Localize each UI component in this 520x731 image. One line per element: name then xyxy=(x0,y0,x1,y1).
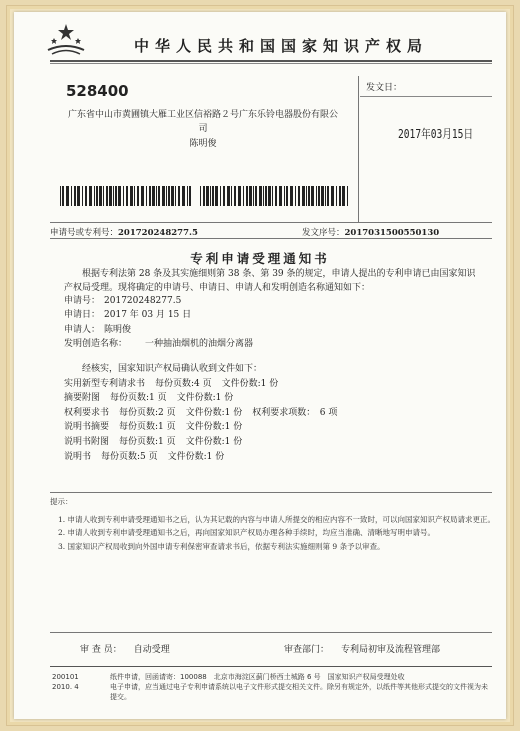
header-rule-thin xyxy=(50,63,492,64)
footer-note: 纸件申请，回函请寄：100088 北京市海淀区蓟门桥西土城路 6 号 国家知识产权局受理处收 xyxy=(110,673,405,681)
notice-intro: 根据专利法第 28 条及其实施细则第 38 条、第 39 条的规定，申请人提出的专利申请已由国家知识产权局受理。现将确定的申请号、申请日、申请人和发明创造名称通知如下： xyxy=(64,269,476,293)
reviewer-label: 审 查 员： xyxy=(80,645,122,655)
department-name: 专利局初审及流程管理部 xyxy=(341,645,441,655)
info-rule-bottom xyxy=(50,238,492,239)
document-number-line xyxy=(302,226,439,238)
tips-rule xyxy=(50,492,492,493)
field-invention xyxy=(64,337,253,351)
document-row: 摘要附图 每份页数:1 页 文件份数:1 份 xyxy=(64,393,234,404)
tip-item: 3. 国家知识产权局收到向外国申请专利保密审查请求书后，依据专利法实施细则第 9 条予以审查。 xyxy=(58,541,385,551)
footer-notes xyxy=(110,672,490,702)
cnipa-emblem-icon xyxy=(44,20,88,56)
date-box-divider xyxy=(358,76,359,222)
department-line xyxy=(284,642,440,655)
footer-note: 电子申请，应当通过电子专利申请系统以电子文件形式提交相关文件。除另有规定外，以纸件等其他形式提交的文件视为未提交。 xyxy=(110,683,488,701)
field-label: 申请人： xyxy=(64,324,101,335)
field-value: 2017 年 03 月 15 日 xyxy=(104,310,192,321)
received-documents xyxy=(64,362,337,464)
field-app-date xyxy=(64,308,253,322)
office-title: 中华人民共和国国家知识产权局 xyxy=(134,37,429,55)
review-rule xyxy=(50,632,492,633)
reviewer-line xyxy=(80,642,170,655)
field-value: 一种抽油烟机的油烟分离器 xyxy=(145,339,254,350)
document-row: 说明书附图 每份页数:1 页 文件份数:1 份 xyxy=(64,436,243,447)
issue-date-label: 发文日： xyxy=(366,83,403,93)
application-number: 201720248277.5 xyxy=(118,228,198,238)
footer-rule xyxy=(50,666,492,667)
tip-item: 1. 申请人收到专利申请受理通知书之后，认为其记载的内容与申请人所提交的相应内容不一致时，可以向国家知识产权局请求更正。 xyxy=(58,514,496,524)
tips-heading: 提示： xyxy=(50,497,73,506)
reviewer-name: 自动受理 xyxy=(133,645,170,655)
application-number-line xyxy=(50,226,198,238)
field-label: 发明创造名称： xyxy=(64,339,128,350)
document-number: 2017031500550130 xyxy=(344,228,440,238)
document-row: 说明书摘要 每份页数:1 页 文件份数:1 份 xyxy=(64,422,243,433)
tips-section xyxy=(50,496,510,552)
document-row: 实用新型专利请求书 每份页数:4 页 文件份数:1 份 xyxy=(64,378,279,389)
application-number-label: 申请号或专利号： xyxy=(50,228,119,238)
document-row: 权利要求书 每份页数:2 页 文件份数:1 份 权利要求项数： 6 项 xyxy=(64,407,338,418)
form-code: 200101 2010. 4 xyxy=(52,673,79,691)
postcode: 528400 xyxy=(66,82,129,100)
field-app-no xyxy=(64,294,253,308)
field-label: 申请日： xyxy=(64,310,101,321)
document-number-label: 发文序号： xyxy=(302,228,345,238)
recipient-address: 广东省中山市黄圃镇大雁工业区信裕路２号广东乐铃电器股份有限公司 xyxy=(67,110,338,134)
notice-title: 专利申请受理通知书 xyxy=(190,251,330,266)
department-label: 审查部门： xyxy=(284,645,330,655)
notice-document xyxy=(14,12,506,719)
barcode-left xyxy=(60,186,192,206)
field-value: 201720248277.5 xyxy=(104,296,182,306)
info-rule-top xyxy=(50,222,492,223)
header-rule xyxy=(50,60,492,62)
received-documents-heading: 经核实，国家知识产权局确认收到文件如下： xyxy=(82,364,263,374)
application-fields xyxy=(64,294,253,352)
barcode-right xyxy=(200,186,350,206)
tip-item: 2. 申请人收到专利申请受理通知书之后，再向国家知识产权局办理各种手续时，均应当准确、清晰地写明申请号。 xyxy=(58,528,436,537)
issue-date: 2017年03月15日 xyxy=(398,127,474,141)
field-label: 申请号： xyxy=(64,296,101,306)
field-applicant xyxy=(64,323,253,337)
recipient-name: 陈明俊 xyxy=(189,139,217,149)
document-row: 说明书 每份页数:5 页 文件份数:1 份 xyxy=(64,451,225,462)
field-value: 陈明俊 xyxy=(104,324,132,335)
date-box-rule xyxy=(360,96,492,97)
